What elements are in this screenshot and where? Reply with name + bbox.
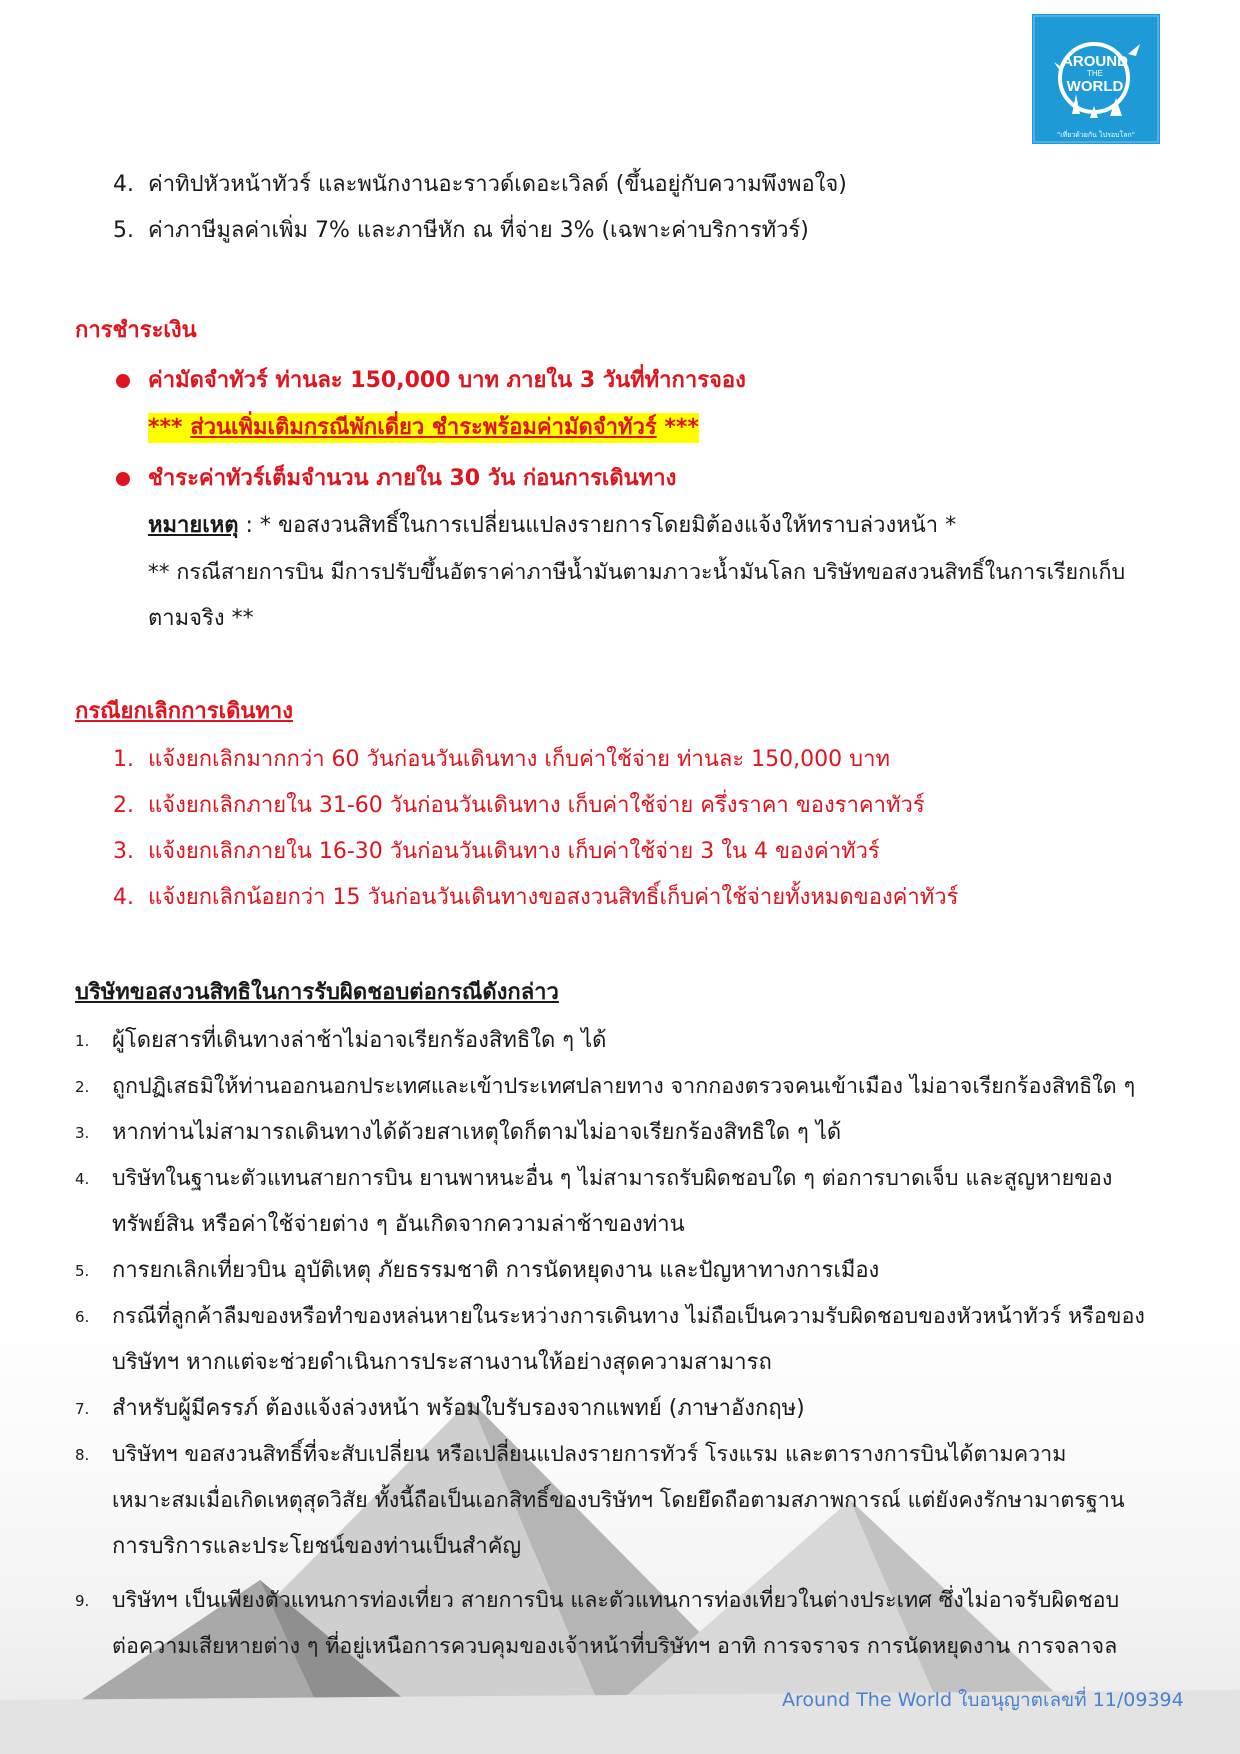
disclaimer-item-text: สำหรับผู้มีครรภ์ ต้องแจ้งล่วงหน้า พร้อมใบรับรองจากแพทย์ (ภาษาอังกฤษ) bbox=[112, 1396, 805, 1421]
cancellation-item-number: 1. bbox=[113, 747, 134, 772]
fuel-surcharge-note-cont: ตามจริง ** bbox=[148, 606, 254, 631]
excludes-item-text: ค่าภาษีมูลค่าเพิ่ม 7% และภาษีหัก ณ ที่จ่าย 3% (เฉพาะค่าบริการทัวร์) bbox=[148, 218, 809, 243]
disclaimer-item-text: ผู้โดยสารที่เดินทางล่าช้าไม่อาจเรียกร้องสิทธิใด ๆ ได้ bbox=[112, 1028, 607, 1053]
disclaimer-item-number: 3. bbox=[75, 1124, 90, 1142]
disclaimer-item-text: การยกเลิกเที่ยวบิน อุบัติเหตุ ภัยธรรมชาติ การนัดหยุดงาน และปัญหาทางการเมือง bbox=[112, 1258, 880, 1283]
svg-text:AROUND: AROUND bbox=[1062, 53, 1128, 70]
cancellation-item-number: 4. bbox=[113, 885, 134, 910]
svg-text:"เที่ยวด้วยกัน ไปรอบโลก": "เที่ยวด้วยกัน ไปรอบโลก" bbox=[1057, 131, 1135, 139]
payment-deposit: ค่ามัดจำทัวร์ ท่านละ 150,000 บาท ภายใน 3 วันที่ทำการจอง bbox=[148, 368, 746, 393]
disclaimer-item-text: ถูกปฏิเสธมิให้ท่านออกนอกประเทศและเข้าประเทศปลายทาง จากกองตรวจคนเข้าเมือง ไม่อาจเรียกร้องสิทธิใด ๆ bbox=[112, 1074, 1136, 1099]
svg-text:WORLD: WORLD bbox=[1066, 78, 1124, 95]
cancellation-item-text: แจ้งยกเลิกภายใน 31-60 วันก่อนวันเดินทาง เก็บค่าใช้จ่าย ครึ่งราคา ของราคาทัวร์ bbox=[148, 793, 925, 818]
excludes-item-number: 5. bbox=[113, 218, 134, 243]
disclaimer-item-number: 5. bbox=[75, 1262, 90, 1280]
disclaimer-item-text: กรณีที่ลูกค้าลืมของหรือทำของหล่นหายในระหว่างการเดินทาง ไม่ถือเป็นความรับผิดชอบของหัวหน้าทัวร์ หรือของ bbox=[112, 1304, 1145, 1329]
excludes-item-text: ค่าทิปหัวหน้าทัวร์ และพนักงานอะราวด์เดอะเวิลด์ (ขึ้นอยู่กับความพึงพอใจ) bbox=[148, 172, 847, 197]
company-logo bbox=[1032, 14, 1160, 144]
bullet-icon bbox=[116, 374, 130, 388]
disclaimer-item-number: 6. bbox=[75, 1308, 90, 1326]
cancellation-item-text: แจ้งยกเลิกมากกว่า 60 วันก่อนวันเดินทาง เก็บค่าใช้จ่าย ท่านละ 150,000 บาท bbox=[148, 747, 890, 772]
disclaimer-item-text: ต่อความเสียหายต่าง ๆ ที่อยู่เหนือการควบคุมของเจ้าหน้าที่บริษัทฯ อาทิ การจราจร การนัดหยุดงาน การจลาจล bbox=[112, 1634, 1118, 1659]
around-the-world-logo-icon bbox=[1032, 14, 1160, 144]
disclaimer-item-number: 8. bbox=[75, 1446, 90, 1464]
payment-note: หมายเหตุ : * ขอสงวนสิทธิ์ในการเปลี่ยนแปลงรายการโดยมิต้องแจ้งให้ทราบล่วงหน้า * bbox=[148, 513, 957, 538]
bullet-icon bbox=[116, 472, 130, 486]
disclaimer-item-text: หากท่านไม่สามารถเดินทางได้ด้วยสาเหตุใดก็ตามไม่อาจเรียกร้องสิทธิใด ๆ ได้ bbox=[112, 1120, 842, 1145]
payment-heading: การชำระเงิน bbox=[75, 318, 197, 343]
cancellation-heading: กรณียกเลิกการเดินทาง bbox=[75, 699, 294, 724]
disclaimer-item-number: 1. bbox=[75, 1032, 90, 1050]
cancellation-item-number: 3. bbox=[113, 839, 134, 864]
fuel-surcharge-note: ** กรณีสายการบิน มีการปรับขึ้นอัตราค่าภาษีน้ำมันตามภาวะน้ำมันโลก บริษัทขอสงวนสิทธิ์ในการเรียกเก็บ bbox=[148, 560, 1126, 585]
disclaimer-item-text: บริษัทในฐานะตัวแทนสายการบิน ยานพาหนะอื่น ๆ ไม่สามารถรับผิดชอบใด ๆ ต่อการบาดเจ็บ และสูญหายของ bbox=[112, 1166, 1113, 1191]
disclaimer-item-text: การบริการและประโยชน์ของท่านเป็นสำคัญ bbox=[112, 1534, 522, 1559]
svg-text:THE: THE bbox=[1087, 69, 1103, 78]
disclaimer-item-text: บริษัทฯ ขอสงวนสิทธิ์ที่จะสับเปลี่ยน หรือเปลี่ยนแปลงรายการทัวร์ โรงแรม และตารางการบินได้ตามความ bbox=[112, 1442, 1067, 1467]
footer-license: Around The World ใบอนุญาตเลขที่ 11/09394 bbox=[782, 1689, 1184, 1711]
excludes-item-number: 4. bbox=[113, 172, 134, 197]
cancellation-item-text: แจ้งยกเลิกภายใน 16-30 วันก่อนวันเดินทาง เก็บค่าใช้จ่าย 3 ใน 4 ของค่าทัวร์ bbox=[148, 839, 880, 864]
disclaimer-item-number: 2. bbox=[75, 1078, 90, 1096]
cancellation-item-number: 2. bbox=[113, 793, 134, 818]
payment-full: ชำระค่าทัวร์เต็มจำนวน ภายใน 30 วัน ก่อนการเดินทาง bbox=[148, 466, 677, 491]
disclaimer-item-number: 7. bbox=[75, 1400, 90, 1418]
disclaimer-item-text: เหมาะสมเมื่อเกิดเหตุสุดวิสัย ทั้งนี้ถือเป็นเอกสิทธิ์ของบริษัทฯ โดยยึดถือตามสภาพการณ์ แต่ยังคงรักษามาตรฐาน bbox=[112, 1488, 1125, 1513]
disclaimer-item-text: บริษัทฯ เป็นเพียงตัวแทนการท่องเที่ยว สายการบิน และตัวแทนการท่องเที่ยวในต่างประเทศ ซึ่งไม่อาจรับผิดชอบ bbox=[112, 1588, 1120, 1613]
disclaimer-item-text: บริษัทฯ หากแต่จะช่วยดำเนินการประสานงานให้อย่างสุดความสามารถ bbox=[112, 1350, 772, 1375]
disclaimer-item-text: ทรัพย์สิน หรือค่าใช้จ่ายต่าง ๆ อันเกิดจากความล่าช้าของท่าน bbox=[112, 1212, 685, 1237]
disclaimer-item-number: 9. bbox=[75, 1592, 90, 1610]
single-supplement-note: *** ส่วนเพิ่มเติมกรณีพักเดี่ยว ชำระพร้อมค่ามัดจำทัวร์ *** bbox=[148, 413, 699, 443]
disclaimer-heading: บริษัทขอสงวนสิทธิในการรับผิดชอบต่อกรณีดังกล่าว bbox=[75, 980, 559, 1005]
disclaimer-item-number: 4. bbox=[75, 1170, 90, 1188]
cancellation-item-text: แจ้งยกเลิกน้อยกว่า 15 วันก่อนวันเดินทางขอสงวนสิทธิ์เก็บค่าใช้จ่ายทั้งหมดของค่าทัวร์ bbox=[148, 885, 959, 910]
